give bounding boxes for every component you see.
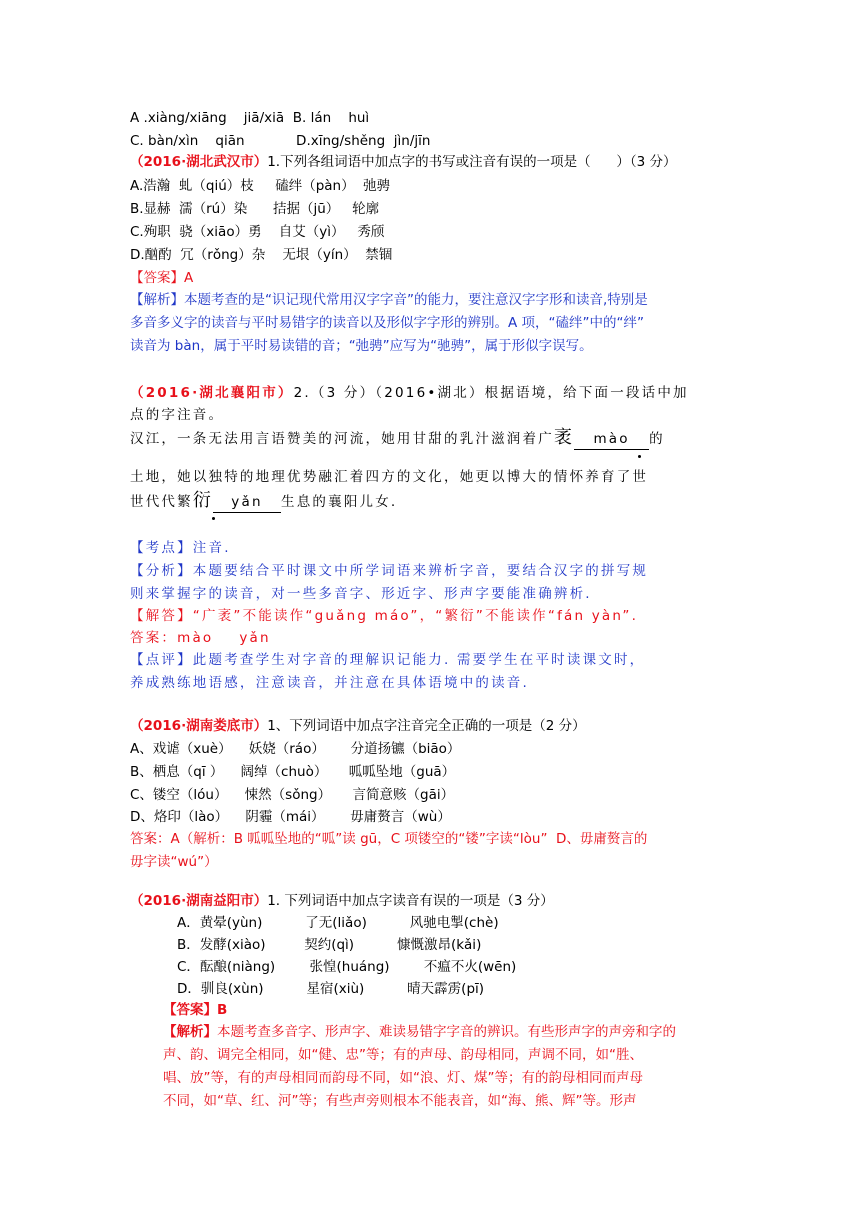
comment-line: 养成熟练地语感，注意读音，并注意在具体语境中的读音. bbox=[130, 675, 529, 691]
question-loudi bbox=[130, 716, 586, 736]
option-a: A.浩瀚 虬（qiú）枝 磕绊（pàn） 弛骋 bbox=[130, 178, 391, 194]
jieda-line: 【解答】“广袤”不能读作“guǎng máo”，“繁衍”不能读作“fán yàn”. bbox=[130, 608, 639, 624]
option-c: C、镂空（lóu） 悚然（sǒng） 言简意赅（gāi） bbox=[130, 787, 455, 803]
pinyin-blank: yǎn bbox=[213, 492, 281, 513]
option-b: B.显赫 濡（rú）染 拮据（jū） 轮廓 bbox=[130, 201, 380, 217]
source-tag: （2016·湖南益阳市） bbox=[130, 893, 268, 909]
option-d: D.酗酌 冗（rǒng）杂 无垠（yín） 禁锢 bbox=[130, 247, 393, 263]
answer-line: 答案：mào yǎn bbox=[130, 630, 271, 646]
question-wuhan bbox=[130, 152, 676, 172]
answer-label: 【答案】B bbox=[163, 1002, 228, 1018]
option-c: C.殉职 骁（xiāo）勇 自艾（yì） 秀颀 bbox=[130, 224, 385, 240]
option-a: A、戏谑（xuè） 妖娆（ráo） 分道扬镳（biāo） bbox=[130, 741, 461, 757]
passage-line bbox=[130, 491, 397, 513]
fenxi-line: 【分析】本题要结合平时课文中所学词语来辨析字音，要结合汉字的拼写规 bbox=[130, 563, 649, 579]
passage-line: 土地，她以独特的地理优势融汇着四方的文化，她更以博大的情怀养育了世 bbox=[130, 469, 649, 485]
analysis-line: 读音为 bàn，属于平时易读错的音；“弛骋”应写为“驰骋”，属于形似字误写。 bbox=[130, 338, 593, 354]
analysis-line: 唱、放”等，有的声母相同而韵母不同，如“浪、灯、煤”等；有的韵母相同而声母 bbox=[163, 1070, 643, 1086]
passage-text: 的 bbox=[649, 431, 665, 447]
answer-label: 【答案】A bbox=[130, 270, 194, 286]
analysis-line: 【解析】本题考查的是“识记现代常用汉字字音”的能力，要注意汉字字形和读音,特别是 bbox=[130, 292, 648, 308]
comment-line: 【点评】此题考查学生对字音的理解识记能力. 需要学生在平时读课文时， bbox=[130, 652, 646, 668]
emphasis-dot bbox=[638, 455, 641, 458]
option-d: D．驯良(xùn) 星宿(xiù) 晴天霹雳(pī) bbox=[177, 981, 485, 997]
answer-line: 毋字读“wú”） bbox=[130, 854, 218, 870]
source-tag: （2016·湖北襄阳市） bbox=[130, 385, 294, 401]
options-ab-pinyin: A .xiàng/xiāng jiā/xiā B. lán huì bbox=[130, 110, 370, 126]
question-text: 1.下列各组词语中加点字的书写或注音有误的一项是（ ）（3 分） bbox=[267, 154, 677, 170]
analysis-line: 不同，如“草、红、河”等；有些声旁则根本不能表音，如“海、熊、辉”等。形声 bbox=[163, 1093, 637, 1109]
passage-text: 世代代繁 bbox=[130, 494, 193, 510]
dotted-char: 袤 bbox=[553, 427, 575, 448]
option-b: B、栖息（qī ） 阔绰（chuò） 呱呱坠地（guā） bbox=[130, 764, 456, 780]
fenxi-line: 则来掌握字的读音，对一些多音字、形近字、形声字要能准确辨析. bbox=[130, 586, 592, 602]
source-tag: （2016·湖北武汉市） bbox=[130, 154, 268, 170]
passage-line bbox=[130, 428, 665, 450]
options-cd-pinyin: C. bàn/xìn qiān D.xīng/shěng jìn/jīn bbox=[130, 133, 431, 149]
analysis-line: 声、韵、调完全相同，如“健、忠”等；有的声母、韵母相同，声调不同，如“胜、 bbox=[163, 1047, 643, 1063]
analysis-line bbox=[163, 1022, 676, 1042]
question-text: 1. 下列词语中加点字读音有误的一项是（3 分） bbox=[267, 893, 554, 909]
answer-line: 答案：A（解析：B 呱呱坠地的“呱”读 gū，C 项镂空的“镂”字读“lòu” D、毋庸赘言的 bbox=[130, 831, 648, 847]
passage-text: 汉江，一条无法用言语赞美的河流，她用甘甜的乳汁滋润着广 bbox=[130, 431, 554, 447]
question-text-cont: 点的字注音。 bbox=[130, 407, 225, 423]
passage-text: 生息的襄阳儿女. bbox=[281, 494, 398, 510]
option-b: B．发酵(xiào) 契约(qì) 慷慨激昂(kǎi) bbox=[177, 937, 482, 953]
pinyin-blank: mào bbox=[574, 429, 649, 450]
option-c: C．酝酿(niàng) 张惶(huáng) 不瘟不火(wēn) bbox=[177, 959, 517, 975]
question-yiyang bbox=[130, 891, 554, 911]
option-d: D、烙印（lào） 阴霾（mái） 毋庸赘言（wù） bbox=[130, 809, 451, 825]
analysis-text: 本题考查多音字、形声字、难读易错字字音的辨识。有些形声字的声旁和字的 bbox=[217, 1024, 676, 1040]
option-a: A．黄晕(yùn) 了无(liǎo) 风驰电掣(chè) bbox=[177, 915, 499, 931]
question-text: 1、下列词语中加点字注音完全正确的一项是（2 分） bbox=[267, 718, 586, 734]
analysis-label: 【解析】 bbox=[163, 1024, 217, 1040]
question-text: 2.（3 分）（2016•湖北）根据语境，给下面一段话中加 bbox=[293, 385, 689, 401]
dotted-char: 衍 bbox=[192, 490, 214, 511]
point-line: 【考点】注音. bbox=[130, 540, 231, 556]
source-tag: （2016·湖南娄底市） bbox=[130, 718, 268, 734]
question-xiangyang bbox=[130, 383, 689, 403]
emphasis-dot bbox=[212, 517, 215, 520]
analysis-line: 多音多义字的读音与平时易错字的读音以及形似字字形的辨别。A 项，“磕绊”中的“绊” bbox=[130, 315, 645, 331]
